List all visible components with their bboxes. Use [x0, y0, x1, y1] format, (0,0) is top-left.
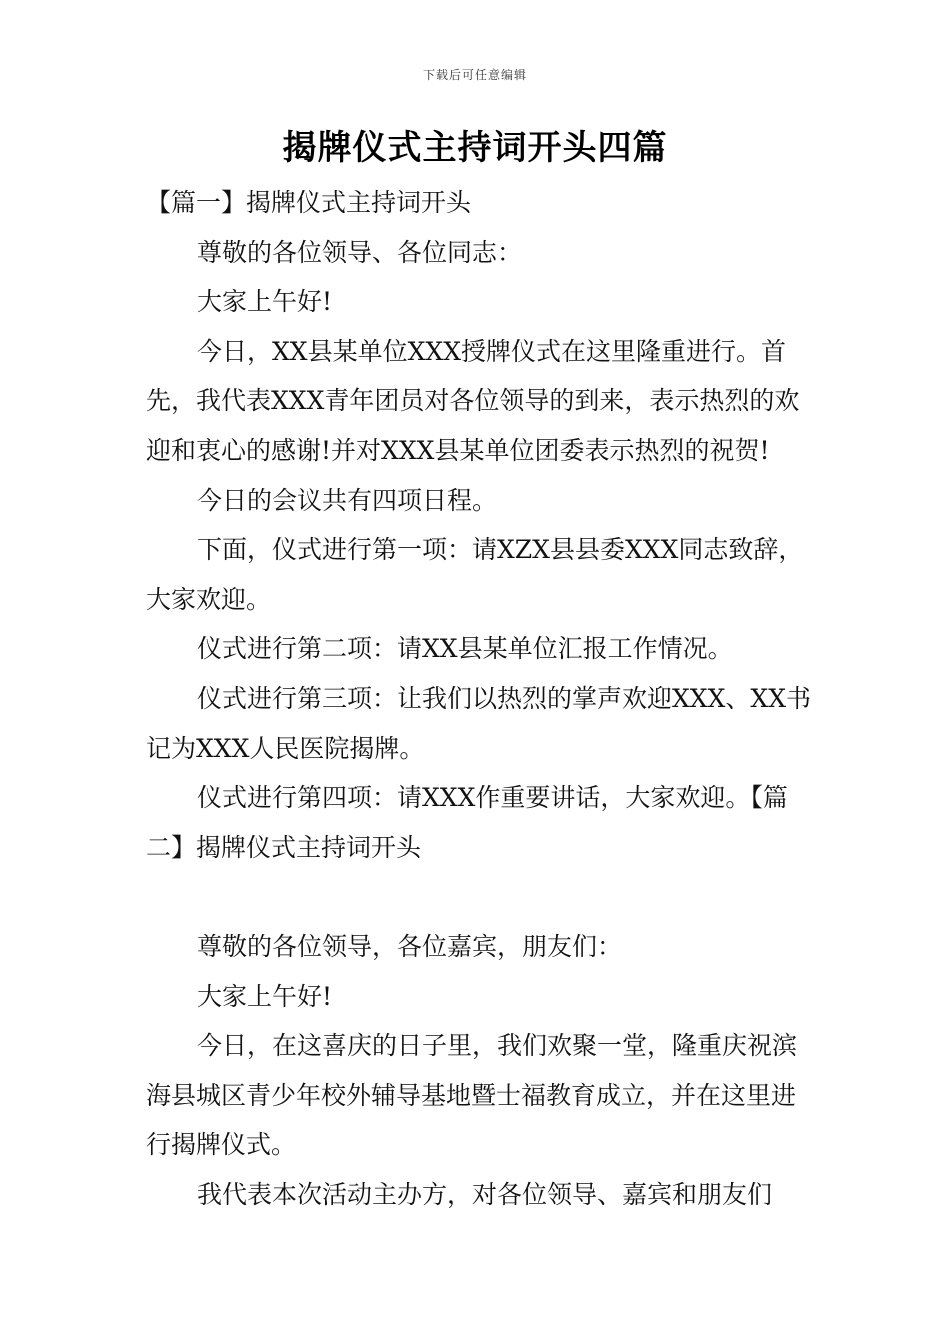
- paragraph: 下面，仪式进行第一项：请XZX县县委XXX同志致辞，大家欢迎。: [146, 535, 804, 614]
- blank-line: [146, 872, 811, 922]
- section-heading-1: 【篇一】揭牌仪式主持词开头: [146, 188, 472, 217]
- paragraph: 今日的会议共有四项日程。: [197, 485, 498, 515]
- paragraph: 尊敬的各位领导，各位嘉宾，朋友们：: [197, 931, 623, 961]
- document-body: [146, 178, 811, 1219]
- paragraph: 今日，在这喜庆的日子里，我们欢聚一堂，隆重庆祝滨海县城区青少年校外辅导基地暨士福教育成立，并在这里进行揭牌仪式。: [146, 1031, 798, 1160]
- paragraph: 大家上午好!: [197, 287, 333, 317]
- page-title: 揭牌仪式主持词开头四篇: [282, 128, 668, 168]
- paragraph: 我代表本次活动主办方，对各位领导、嘉宾和朋友们: [197, 1179, 773, 1209]
- header-note: 下载后可任意编辑: [422, 68, 527, 82]
- paragraph: 仪式进行第三项：让我们以热烈的掌声欢迎XXX、XX书记为XXX人民医院揭牌。: [146, 683, 811, 763]
- paragraph: 大家上午好!: [197, 981, 333, 1011]
- paragraph: 今日，XX县某单位XXX授牌仪式在这里隆重进行。首先，我代表XXX青年团员对各位领导的到来，表示热烈的欢迎和衷心的感谢!并对XXX县某单位团委表示热烈的祝贺!: [146, 336, 800, 465]
- paragraph: 仪式进行第二项：请XX县某单位汇报工作情况。: [197, 634, 733, 664]
- paragraph: 仪式进行第四项：请XXX作重要讲话，大家欢迎。【篇二】揭牌仪式主持词开头: [146, 783, 788, 862]
- paragraph: 尊敬的各位领导、各位同志：: [197, 237, 523, 267]
